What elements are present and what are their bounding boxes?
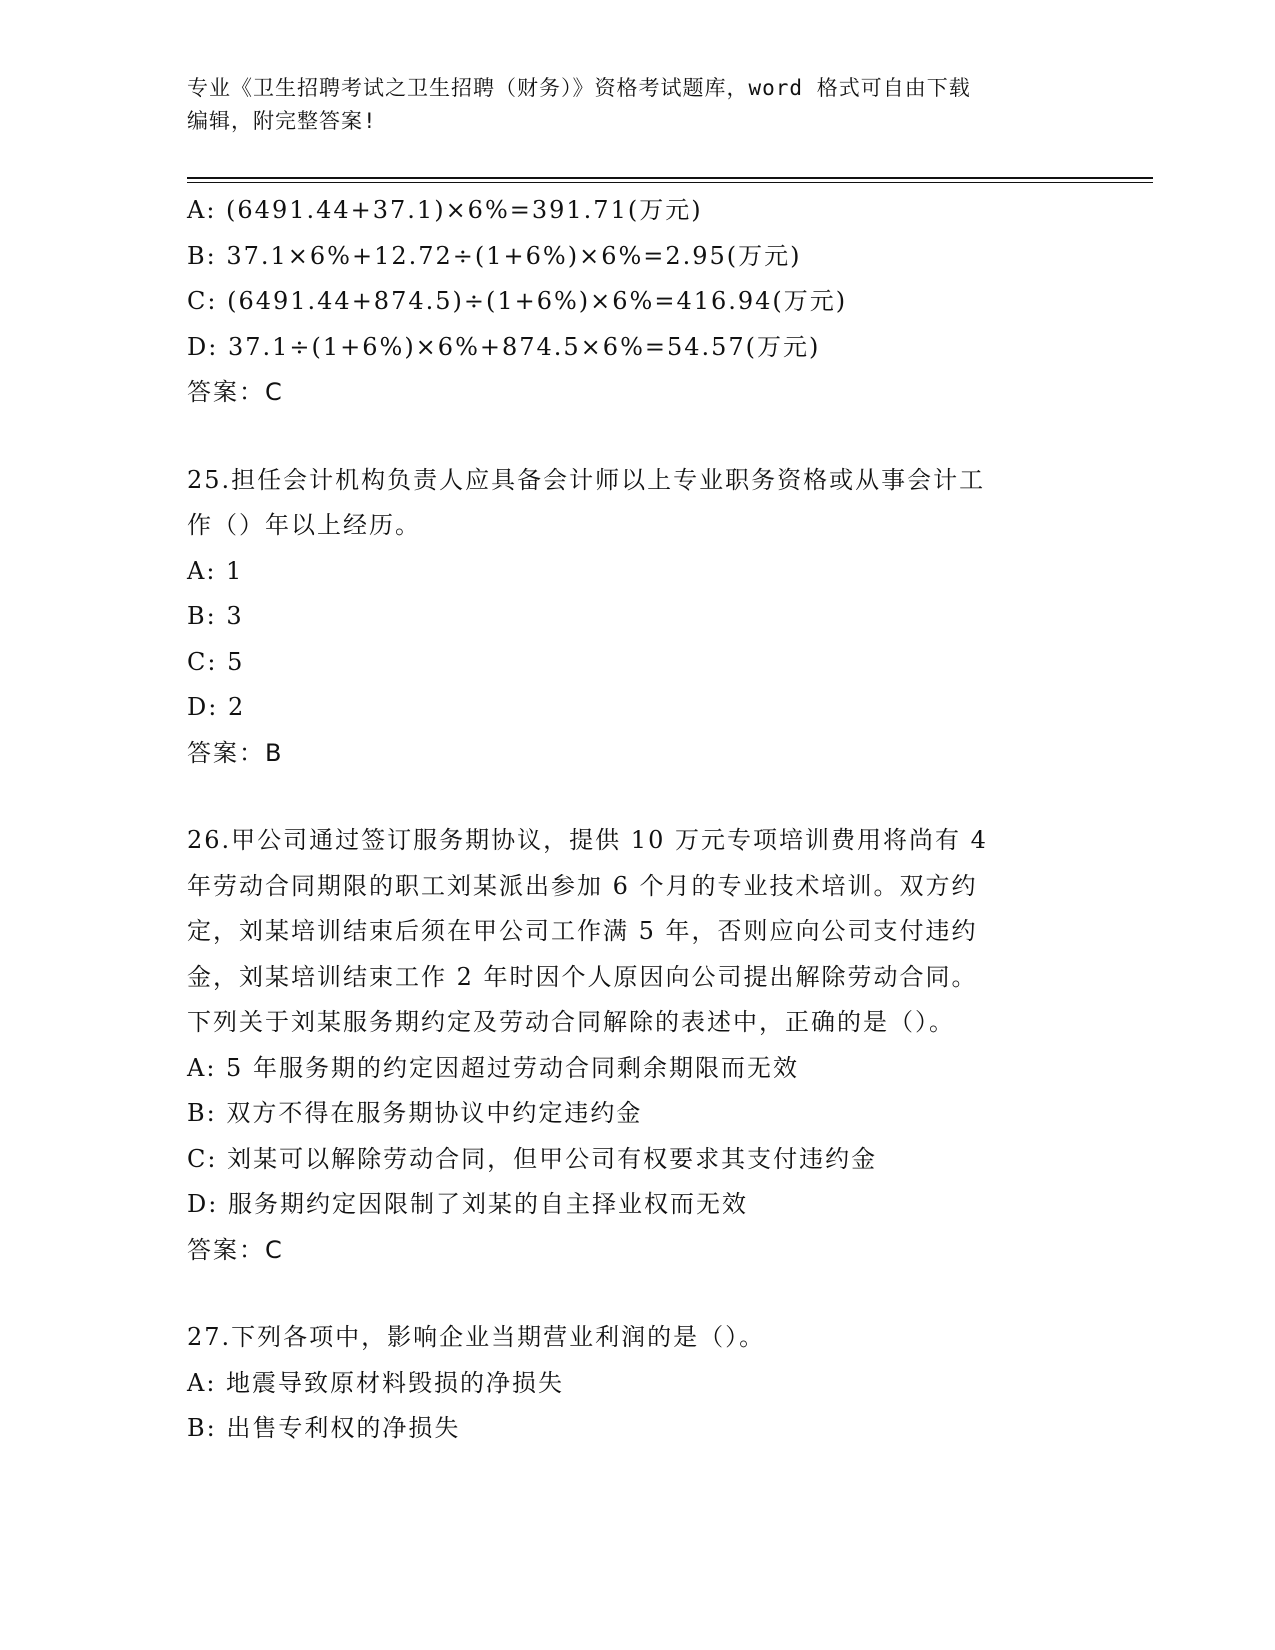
header-divider-thick xyxy=(187,177,1153,179)
question-block-24 xyxy=(187,188,1087,416)
answer-line: 答案：C xyxy=(187,378,284,406)
answer-line: 答案：B xyxy=(187,738,284,767)
question-block-26 xyxy=(187,818,1087,1273)
question-stem-line: 金，刘某培训结束工作 2 年时因个人原因向公司提出解除劳动合同。 xyxy=(187,962,978,991)
document-header xyxy=(187,72,1087,138)
header-line-2: 编辑，附完整答案! xyxy=(187,109,377,133)
question-block-27 xyxy=(187,1315,1087,1452)
option-b: B: 出售专利权的净损失 xyxy=(187,1414,461,1442)
option-c: C: 5 xyxy=(187,647,245,676)
question-stem-line: 下列关于刘某服务期约定及劳动合同解除的表述中，正确的是（）。 xyxy=(187,1008,955,1036)
option-b: B: 37.1×6%+12.72÷(1+6%)×6%=2.95(万元) xyxy=(187,241,802,270)
option-d: D: 服务期约定因限制了刘某的自主择业权而无效 xyxy=(187,1190,748,1218)
option-b: B: 双方不得在服务期协议中约定违约金 xyxy=(187,1099,643,1127)
question-stem-line: 定，刘某培训结束后须在甲公司工作满 5 年，否则应向公司支付违约 xyxy=(187,917,978,945)
spacer xyxy=(187,416,1087,458)
spacer xyxy=(187,1273,1087,1315)
option-d: D: 2 xyxy=(187,693,246,721)
question-list xyxy=(187,188,1087,1452)
question-stem-line: 27.下列各项中，影响企业当期营业利润的是（）。 xyxy=(187,1323,766,1351)
option-c: C: (6491.44+874.5)÷(1+6%)×6%=416.94(万元) xyxy=(187,287,848,315)
question-stem-line: 作（）年以上经历。 xyxy=(187,511,421,539)
option-b: B: 3 xyxy=(187,602,244,630)
option-c: C: 刘某可以解除劳动合同，但甲公司有权要求其支付违约金 xyxy=(187,1144,878,1173)
answer-line: 答案：C xyxy=(187,1235,284,1264)
question-stem-line: 26.甲公司通过签订服务期协议，提供 10 万元专项培训费用将尚有 4 xyxy=(187,826,988,854)
option-a: A: (6491.44+37.1)×6%=391.71(万元) xyxy=(187,196,703,224)
option-a: A: 5 年服务期的约定因超过劳动合同剩余期限而无效 xyxy=(187,1053,799,1082)
option-a: A: 地震导致原材料毁损的净损失 xyxy=(187,1368,565,1397)
header-line-1: 专业《卫生招聘考试之卫生招聘（财务）》资格考试题库，word 格式可自由下载 xyxy=(187,76,971,100)
option-d: D: 37.1÷(1+6%)×6%+874.5×6%=54.57(万元) xyxy=(187,332,821,361)
question-stem-line: 年劳动合同期限的职工刘某派出参加 6 个月的专业技术培训。双方约 xyxy=(187,871,978,900)
question-stem-line: 25.担任会计机构负责人应具备会计师以上专业职务资格或从事会计工 xyxy=(187,465,986,494)
question-block-25 xyxy=(187,458,1087,777)
spacer xyxy=(187,776,1087,818)
header-divider-thin xyxy=(187,182,1153,183)
option-a: A: 1 xyxy=(187,556,244,585)
